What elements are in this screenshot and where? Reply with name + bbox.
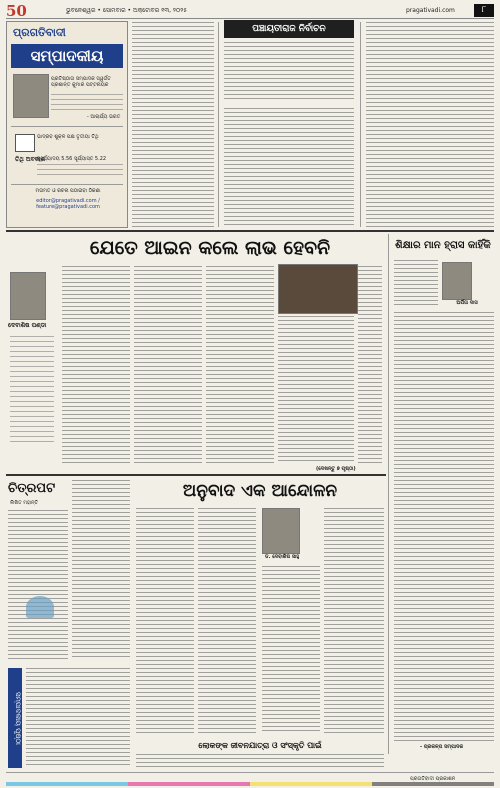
- sidebar-text: [26, 668, 130, 768]
- main-text-col-4: [278, 316, 354, 464]
- main-text-col-2: [134, 266, 202, 464]
- footer-credit: ପ୍ରଗତିବାଦୀ ପ୍ରକାଶନ: [410, 776, 456, 782]
- bottom-sub-text: [136, 754, 384, 770]
- column-text-2: [72, 480, 130, 660]
- main-continuation: (ଦେଖନ୍ତୁ ୭ ପୃଷ୍ଠା): [316, 466, 356, 472]
- editorial-text-col-1: [132, 22, 214, 227]
- date-line: ଭୁବନେଶ୍ୱର • ସୋମବାର • ଅକ୍ଟୋବର ୧୩, ୨୦୨୫: [66, 7, 187, 14]
- bottom-text-col-4: [324, 508, 384, 734]
- website[interactable]: pragativadi.com: [406, 7, 455, 14]
- masthead-bar: [6, 4, 494, 19]
- section-logo: ପ୍ରଗତିବାଦୀ: [13, 26, 66, 39]
- column-text-1: [8, 510, 68, 660]
- bottom-text-col-2: [198, 508, 256, 734]
- right-text-body: [394, 312, 494, 742]
- right-continuation: - ପ୍ରକଳ୍ପ ସମ୍ପାଦକ: [420, 744, 464, 750]
- divider-2: [11, 184, 123, 185]
- right-intro-text: [394, 260, 438, 308]
- founder-quote-lines: [51, 94, 123, 110]
- right-author-name: ଅର୍ପିତା ଦାସ: [456, 300, 478, 306]
- info-text: ଭାଦ୍ରବ ଶୁକ୍ଳ ପକ୍ଷ ତୃତୀୟା ତିଥି: [37, 134, 99, 140]
- page-number: ୮: [474, 4, 494, 17]
- col-rule: [218, 22, 219, 227]
- color-bar: [6, 782, 494, 786]
- sidebar-vertical: ସମ୍ପାଦକୀୟ ପୃଷ୍ଠା: [8, 668, 22, 768]
- weather-line: ସୂର୍ଯ୍ୟୋଦୟ 5.56 ସୂର୍ଯ୍ୟାସ୍ତ 5.22: [37, 156, 107, 162]
- right-headline: ଶିକ୍ଷାର ମାନ ହ୍ରାସ କାହିଁକି: [395, 240, 491, 251]
- main-text-col-3: [206, 266, 274, 464]
- info-title: ତିଥି ଅବକାଶ: [15, 156, 45, 163]
- column-title: ଚିତ୍ରପଟ: [8, 481, 56, 496]
- gavel-image: [278, 264, 358, 314]
- founder-photo: [13, 74, 49, 118]
- editorial-text-col-2: [224, 42, 354, 102]
- contact-label: ମତାମତ ଓ ରଚନା ପଠାଇବା ଠିକଣା: [35, 188, 101, 194]
- lower-rule: [6, 474, 386, 476]
- col-rule-2: [360, 22, 361, 227]
- lotus-icon: [26, 596, 54, 618]
- main-headline: ଯେତେ ଆଇନ କଲେ ଲାଭ ହେବନି: [89, 237, 331, 259]
- author-name: ଦେବାଶିଷ ପଣ୍ଡା: [8, 322, 47, 329]
- section-rule: [6, 230, 494, 232]
- founder-quote-author: - ଆଚାର୍ଯ୍ୟ ଭରତ: [87, 114, 121, 120]
- editorial-text-col-4: [366, 22, 494, 227]
- bottom-headline: ଅନୁବାଦ ଏକ ଆନ୍ଦୋଳନ: [182, 481, 338, 501]
- editorial-headline: ପଞ୍ଚାୟତୀରାଜ ନିର୍ବାଚନ: [224, 20, 354, 38]
- author-bio: [10, 336, 54, 446]
- bottom-author-photo: [262, 508, 300, 554]
- bottom-text-col-3: [262, 566, 320, 734]
- author-photo: [10, 272, 46, 320]
- divider: [11, 126, 123, 127]
- main-text-col-5: [358, 266, 382, 464]
- right-author-photo: [442, 262, 472, 300]
- editorial-text-col-3: [224, 108, 354, 226]
- bottom-text-col-1: [136, 508, 194, 734]
- founder-quote: ପ୍ରତିଷ୍ଠାତା ସମ୍ପାଦକ ସ୍ୱର୍ଗତ ପ୍ରଶାନ୍ତ କୁମାର ପଟ୍ଟନାୟକ: [51, 76, 111, 88]
- section-title: ସମ୍ପାଦକୀୟ: [11, 44, 123, 68]
- calendar-icon: [15, 134, 35, 152]
- info-lines: [37, 164, 123, 176]
- editorial-box: [6, 21, 128, 228]
- contact-email[interactable]: editor@pragativadi.com / feature@pragativadi.com: [36, 198, 100, 210]
- footer-rule: [6, 772, 494, 773]
- right-col-rule: [388, 234, 389, 754]
- column-byline: ଲିଖିତ ମହାନ୍ତି: [10, 500, 39, 506]
- main-text-col-1: [62, 266, 130, 464]
- anniversary-logo: 50: [6, 2, 27, 20]
- bottom-author-name: ଡ. ଦେବାଶିଷ ସାହୁ: [264, 554, 300, 560]
- bottom-sub-headline: ଲୋକଙ୍କ ଜୀବନଯାତ୍ରା ଓ ସଂସ୍କୃତି ପାଇଁ: [198, 740, 322, 750]
